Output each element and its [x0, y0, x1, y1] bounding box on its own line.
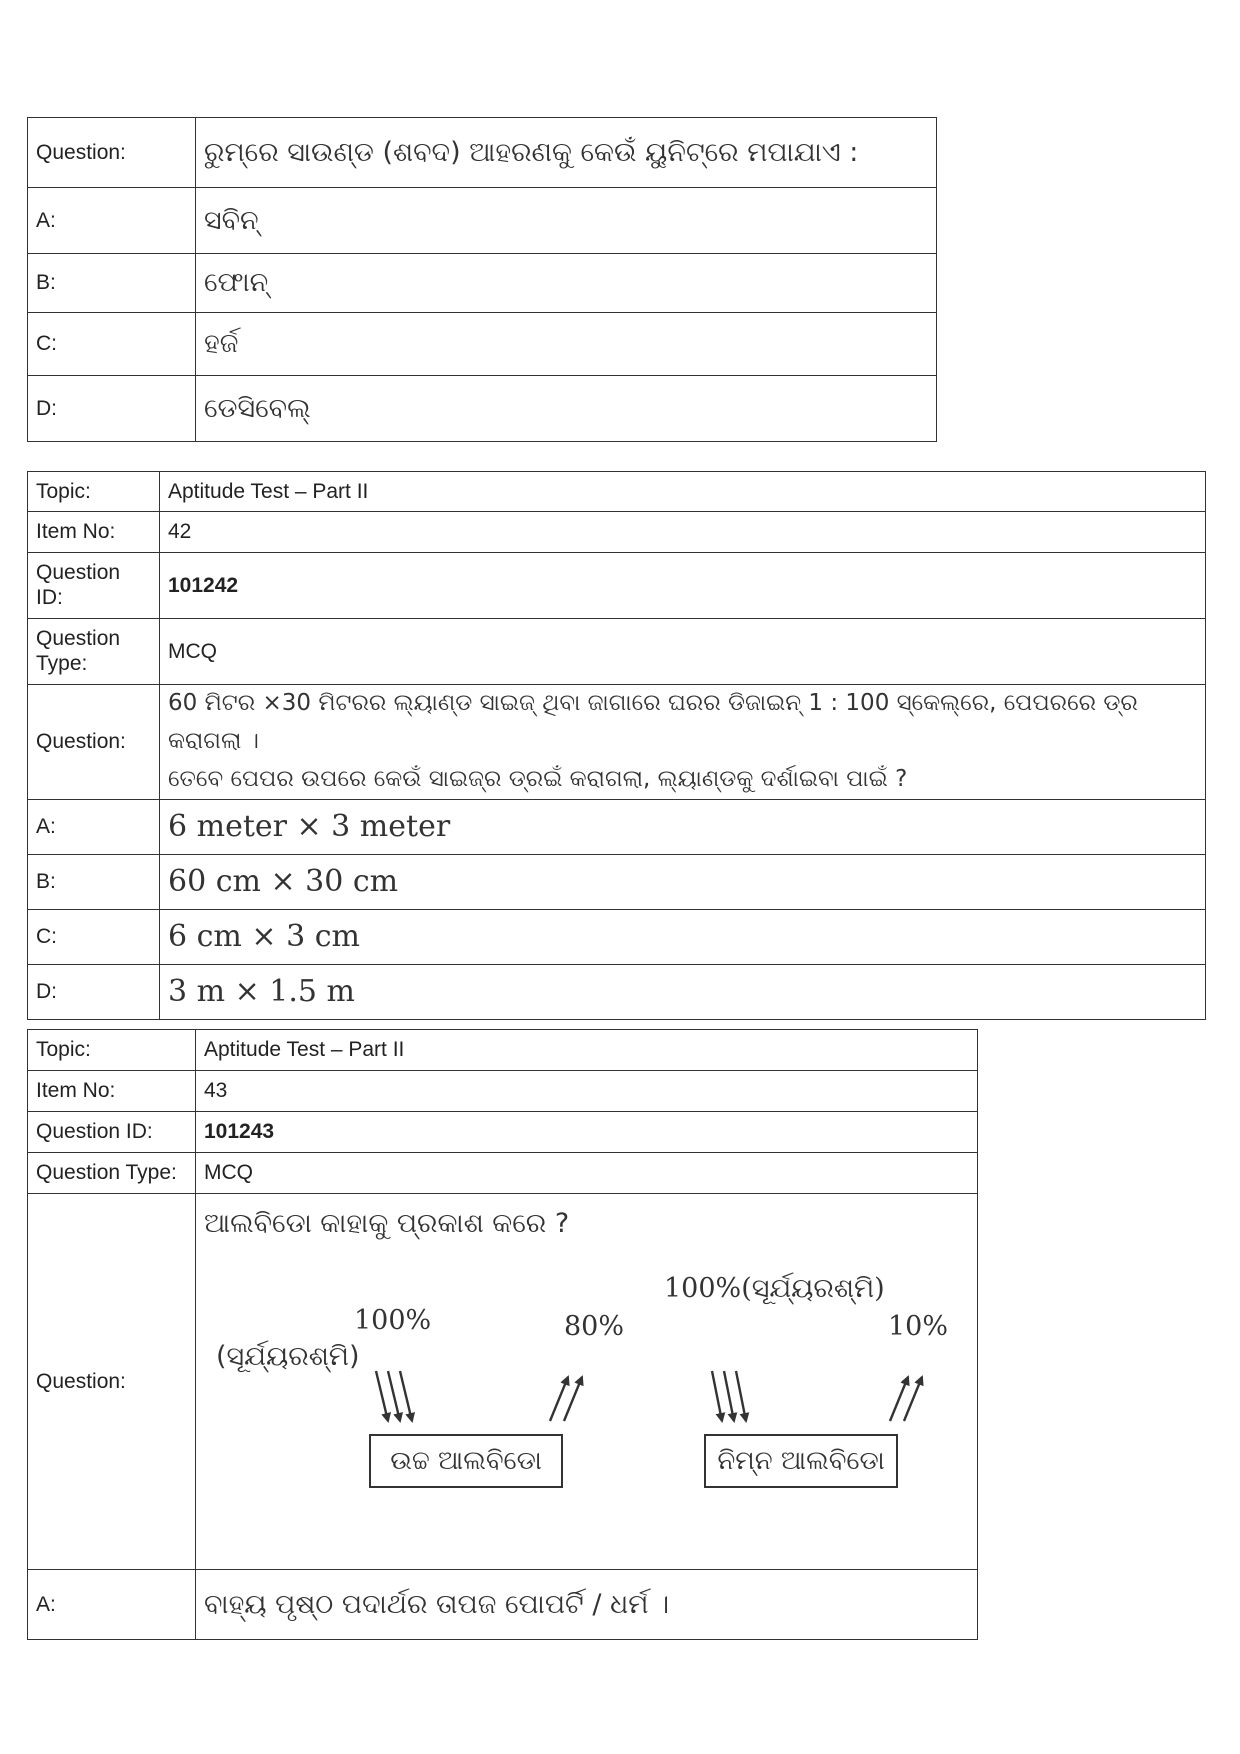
question-row: [28, 685, 1206, 800]
option-text: 60 cm × 30 cm: [160, 854, 1206, 909]
right-incoming-label: 100%(ସୂର୍ଯ୍ୟରଶ୍ମି): [664, 1273, 885, 1305]
option-text: ହର୍ଜ: [196, 313, 937, 376]
question-type-label: Question Type:: [28, 619, 160, 685]
left-incoming-arrows: [376, 1371, 412, 1421]
question-label: Question:: [28, 685, 160, 800]
question-table-3: [27, 1029, 978, 1640]
option-row-b: [28, 854, 1206, 909]
question-text: ରୁମ୍‌ରେ ସାଉଣ୍ଡ (ଶବଦ) ଆହରଣକୁ କେଉଁ ୟୁନିଟ୍‌ରେ ମପାଯାଏ :: [196, 118, 937, 188]
question-type-row: [28, 619, 1206, 685]
question-id-label: Question ID:: [28, 1112, 196, 1153]
option-label: A:: [28, 1570, 196, 1640]
question-table-1: [27, 117, 937, 442]
option-row-a: [28, 799, 1206, 854]
question-id-label: Question ID:: [28, 553, 160, 619]
option-label: C:: [28, 909, 160, 964]
left-source-label: (ସୂର୍ଯ୍ୟରଶ୍ମି): [216, 1341, 360, 1373]
left-outgoing-arrows: [550, 1377, 582, 1421]
albedo-diagram: [204, 1273, 964, 1569]
option-row-b: [28, 254, 937, 313]
item-label: Item No:: [28, 1071, 196, 1112]
option-text: 6 cm × 3 cm: [160, 909, 1206, 964]
item-label: Item No:: [28, 512, 160, 553]
right-reflected-percent: 10%: [888, 1311, 949, 1343]
option-row-a: [28, 188, 937, 254]
topic-row: [28, 472, 1206, 512]
option-label: C:: [28, 313, 196, 376]
option-label: B:: [28, 254, 196, 313]
option-text: 6 meter × 3 meter: [160, 799, 1206, 854]
option-label: D:: [28, 964, 160, 1019]
option-text: 3 m × 1.5 m: [160, 964, 1206, 1019]
question-type-value: MCQ: [196, 1153, 978, 1194]
question-id-value: 101243: [204, 1120, 275, 1143]
left-reflected-percent: 80%: [564, 1311, 625, 1343]
option-row-a: [28, 1570, 978, 1640]
question-row: [28, 118, 937, 188]
question-text: [160, 685, 1206, 800]
question-id-row: [28, 553, 1206, 619]
topic-value: Aptitude Test – Part II: [160, 472, 1206, 512]
option-text: ବାହ୍ୟ ପୃଷ୍ଠ ପଦାର୍ଥର ତାପଜ ପୋପର୍ଟି / ଧର୍ମ ।: [196, 1570, 978, 1640]
topic-value: Aptitude Test – Part II: [196, 1030, 978, 1071]
question-label: Question:: [28, 118, 196, 188]
question-type-row: [28, 1153, 978, 1194]
question-line-1: 60 ମିଟର ×30 ମିଟରର ଲ୍ୟାଣ୍ଡ ସାଇଜ୍ ଥିବା ଜାଗାରେ ଘରର ଡିଜାଇନ୍ 1 : 100 ସ୍କେଲ୍‌ରେ, ପେପରରେ ଡ୍ର କରାଗଲା ।: [168, 690, 1138, 754]
question-type-value: MCQ: [160, 619, 1206, 685]
option-label: A:: [28, 799, 160, 854]
option-text: ଡେସିବେଲ୍: [196, 376, 937, 442]
question-id-row: [28, 1112, 978, 1153]
right-outgoing-arrows: [890, 1377, 922, 1421]
option-label: A:: [28, 188, 196, 254]
item-row: [28, 512, 1206, 553]
question-type-label: Question Type:: [28, 1153, 196, 1194]
topic-row: [28, 1030, 978, 1071]
option-row-d: [28, 376, 937, 442]
topic-label: Topic:: [28, 472, 160, 512]
question-id-value: 101242: [168, 573, 239, 597]
item-value: 42: [160, 512, 1206, 553]
topic-label: Topic:: [28, 1030, 196, 1071]
question-label: Question:: [28, 1194, 196, 1570]
option-label: B:: [28, 854, 160, 909]
question-table-2: [27, 471, 1206, 1020]
option-text: ସବିନ୍: [196, 188, 937, 254]
high-albedo-box: ଉଚ୍ଚ ଆଲବିଡୋ: [369, 1434, 563, 1488]
option-row-c: [28, 313, 937, 376]
option-label: D:: [28, 376, 196, 442]
question-line-2: ତେବେ ପେପର ଉପରେ କେଉଁ ସାଇଜ୍‌ର ଡ୍ରଇଁ କରାଗଲା, ଲ୍ୟାଣ୍ଡକୁ ଦର୍ଶାଇବା ପାଇଁ ?: [168, 765, 908, 792]
item-row: [28, 1071, 978, 1112]
low-albedo-box: ନିମ୍ନ ଆଲବିଡୋ: [704, 1434, 898, 1488]
option-row-d: [28, 964, 1206, 1019]
left-incoming-percent: 100%: [354, 1305, 432, 1337]
option-row-c: [28, 909, 1206, 964]
question-text: ଆଲବିଡୋ କାହାକୁ ପ୍ରକାଶ କରେ ?: [204, 1208, 570, 1239]
right-incoming-arrows: [712, 1371, 746, 1421]
question-row: [28, 1194, 978, 1570]
option-text: ଫୋନ୍: [196, 254, 937, 313]
item-value: 43: [196, 1071, 978, 1112]
